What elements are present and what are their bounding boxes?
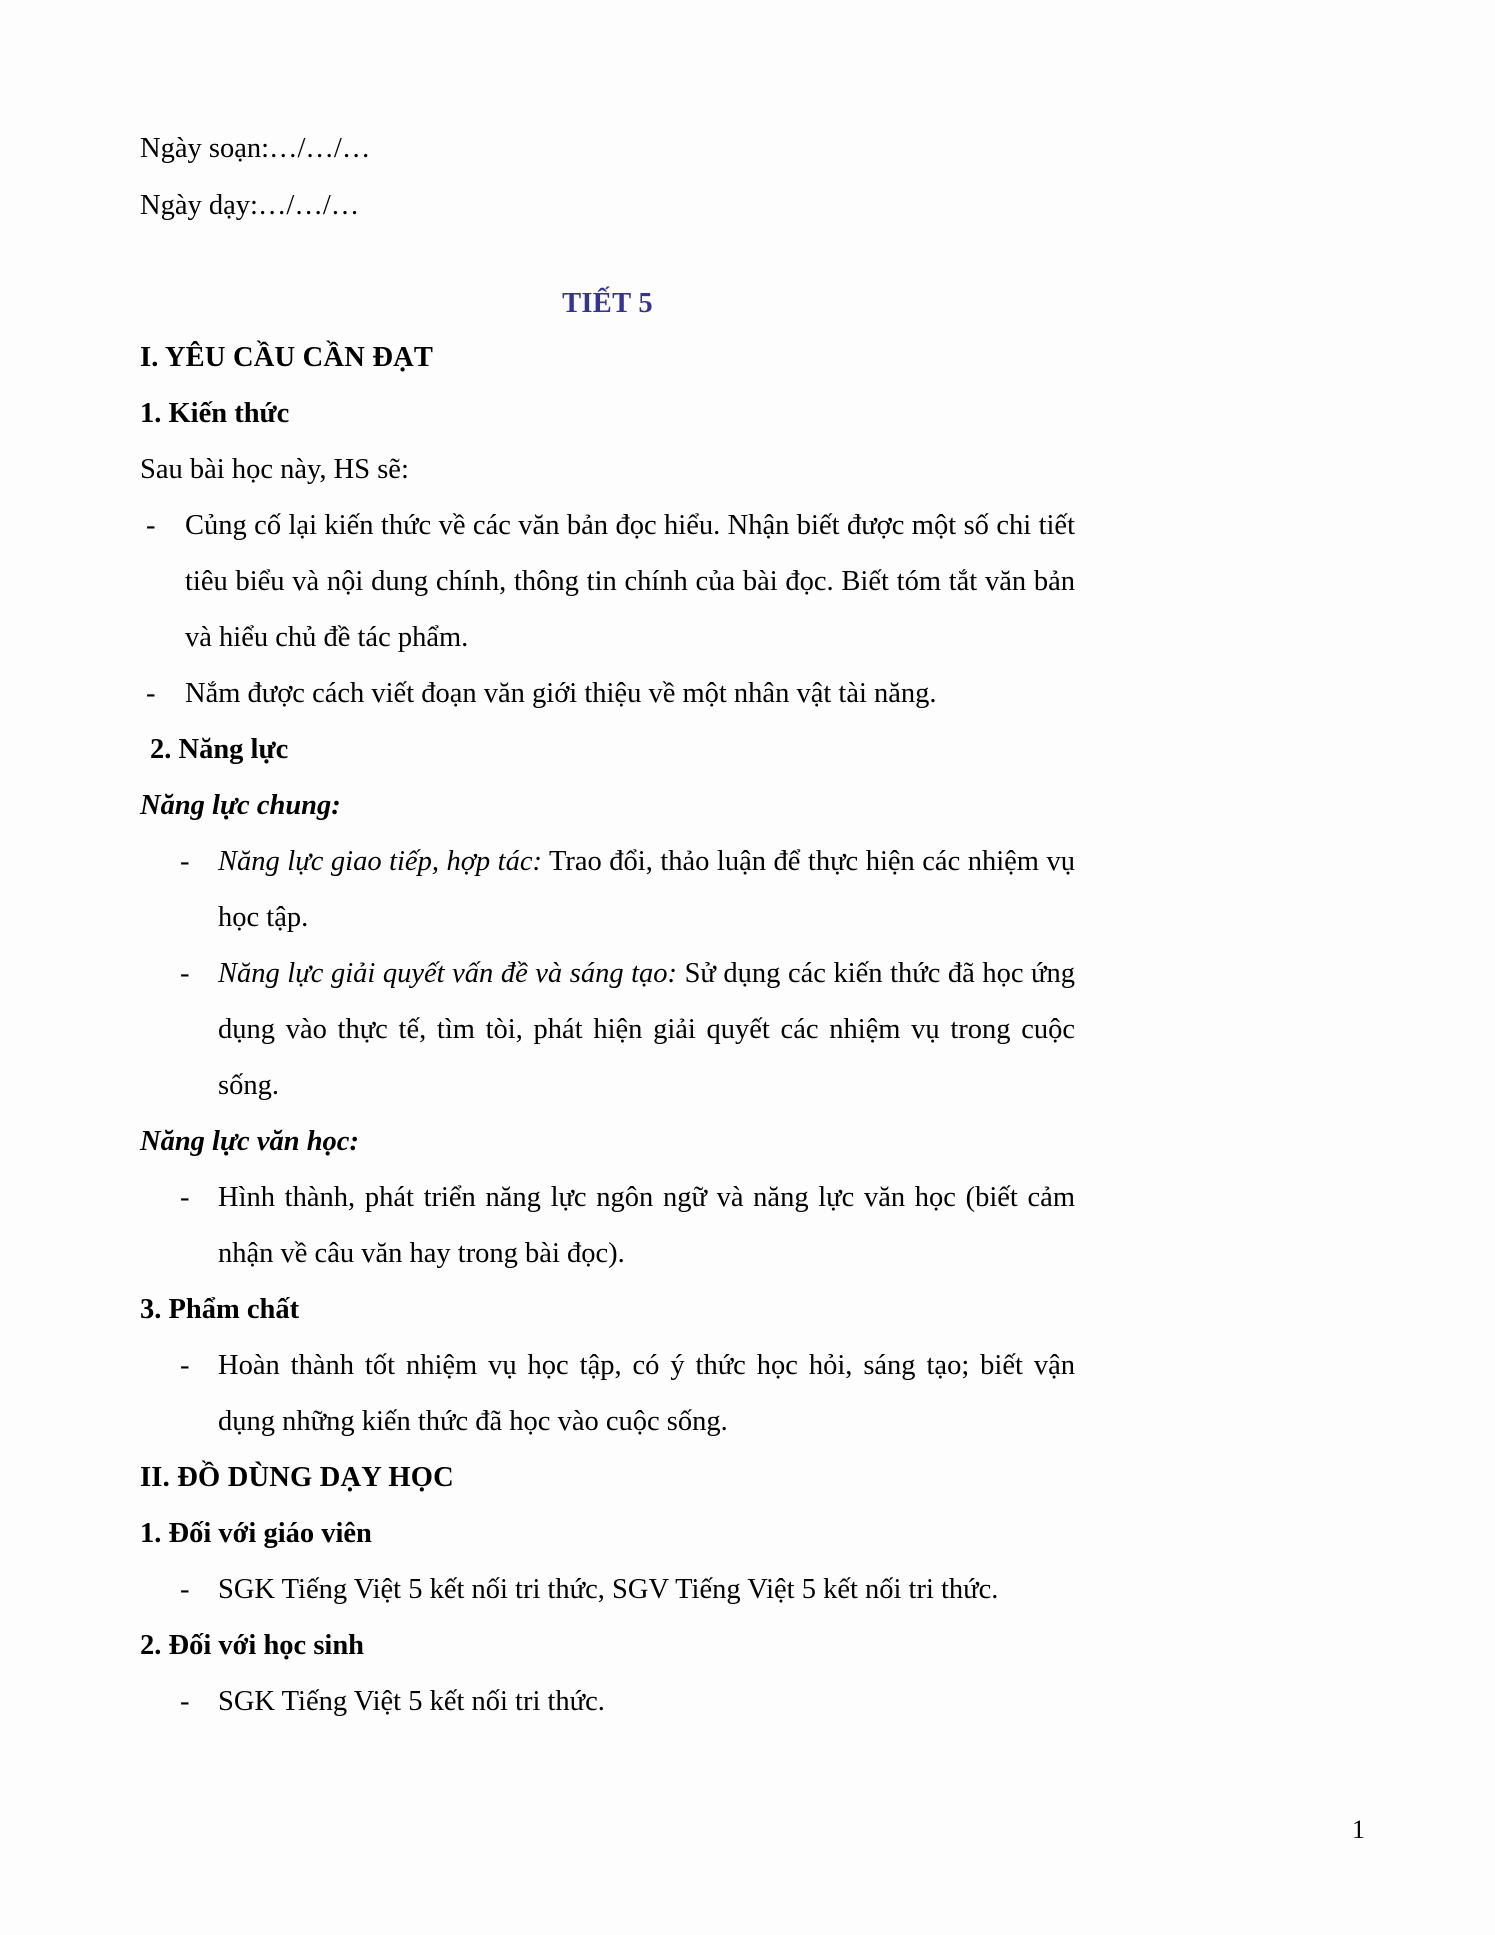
dash-bullet-icon: -: [180, 846, 190, 877]
dash-bullet-icon: -: [146, 510, 156, 541]
spacer-before-title: [140, 234, 1075, 278]
list-item-text: Nắm được cách viết đoạn văn giới thiệu về một nhân vật tài năng.: [185, 678, 937, 709]
list-item: [140, 1170, 1075, 1282]
heading-nang-luc-chung: Năng lực chung:: [140, 790, 341, 821]
heading-kien-thuc: 1. Kiến thức: [140, 398, 290, 429]
list-item-text: SGK Tiếng Việt 5 kết nối tri thức, SGV Tiếng Việt 5 kết nối tri thức.: [218, 1574, 999, 1605]
list-item: [140, 1338, 1075, 1450]
list-item-text: Hình thành, phát triển năng lực ngôn ngữ và năng lực văn học (biết cảm nhận về câu văn hay trong bài đọc).: [218, 1182, 1075, 1269]
page-number: 1: [1352, 1815, 1365, 1844]
list-item: [140, 1674, 1075, 1730]
list-item-text: Hoàn thành tốt nhiệm vụ học tập, có ý thức học hỏi, sáng tạo; biết vận dụng những kiến thức đã học vào cuộc sống.: [218, 1350, 1075, 1437]
dash-bullet-icon: -: [180, 958, 190, 989]
list-item: [140, 498, 1075, 666]
list-item: [140, 1562, 1075, 1618]
heading-do-dung-day-hoc: II. ĐỒ DÙNG DẠY HỌC: [140, 1462, 454, 1493]
intro-line: Sau bài học này, HS sẽ:: [140, 454, 409, 485]
dash-bullet-icon: -: [146, 678, 156, 709]
list-item: [140, 946, 1075, 1114]
list-item-text: Trao đổi, thảo luận để thực hiện các nhiệm vụ học tập.: [218, 846, 1075, 933]
heading-doi-voi-hoc-sinh: 2. Đối với học sinh: [140, 1630, 365, 1661]
dash-bullet-icon: -: [180, 1182, 190, 1213]
document-body: [140, 120, 1075, 1730]
heading-yeu-cau-can-dat: I. YÊU CẦU CẦN ĐẠT: [140, 342, 434, 373]
page-title: TIẾT 5: [562, 288, 653, 319]
list-item-text: SGK Tiếng Việt 5 kết nối tri thức.: [218, 1686, 605, 1717]
heading-pham-chat: 3. Phẩm chất: [140, 1294, 300, 1325]
ngay-day-line: Ngày dạy:…/…/…: [140, 190, 360, 221]
heading-doi-voi-giao-vien: 1. Đối với giáo viên: [140, 1518, 372, 1549]
heading-nang-luc-van-hoc: Năng lực văn học:: [140, 1126, 359, 1157]
list-item-text: Củng cố lại kiến thức về các văn bản đọc hiểu. Nhận biết được một số chi tiết tiêu biểu và nội dung chính, thông tin chính của bài đọc. Biết tóm tắt văn bản và hiểu chủ đề tác phẩm.: [185, 510, 1075, 653]
heading-nang-luc: 2. Năng lực: [150, 734, 289, 765]
dash-bullet-icon: -: [180, 1574, 190, 1605]
list-item-text: Sử dụng các kiến thức đã học ứng dụng vào thực tế, tìm tòi, phát hiện giải quyết các nhiệm vụ trong cuộc sống.: [218, 958, 1076, 1101]
list-item-lead: Năng lực giao tiếp, hợp tác:: [218, 846, 542, 877]
list-item-lead: Năng lực giải quyết vấn đề và sáng tạo:: [218, 958, 678, 989]
list-item: [140, 666, 1075, 722]
ngay-soan-line: Ngày soạn:…/…/…: [140, 133, 371, 164]
list-item: [140, 834, 1075, 946]
dash-bullet-icon: -: [180, 1350, 190, 1381]
dash-bullet-icon: -: [180, 1686, 190, 1717]
